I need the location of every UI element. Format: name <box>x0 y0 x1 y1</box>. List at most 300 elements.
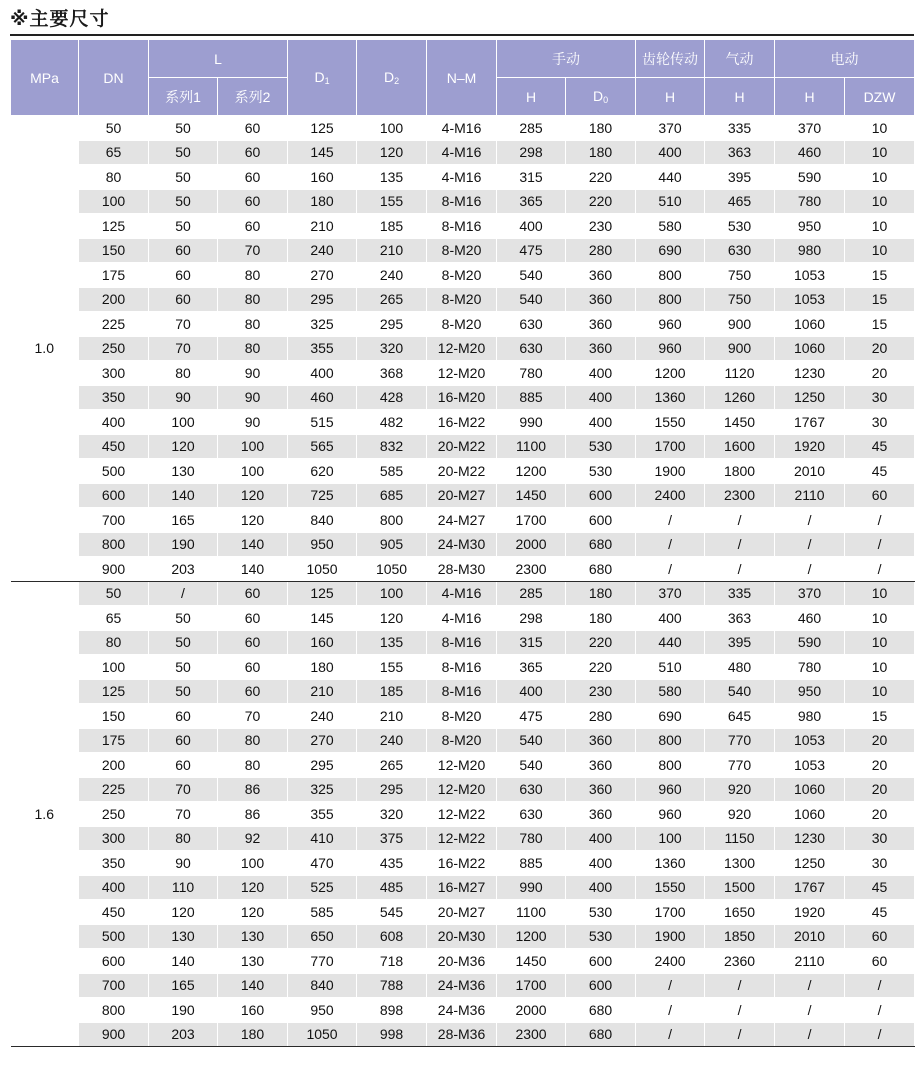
table-cell: 780 <box>497 826 566 851</box>
table-row <box>11 483 915 508</box>
table-cell: 645 <box>705 704 775 729</box>
table-cell: 10 <box>845 189 915 214</box>
table-cell: 10 <box>845 116 915 141</box>
table-cell: 320 <box>357 336 427 361</box>
table-cell: 482 <box>357 410 427 435</box>
table-cell: 280 <box>566 704 636 729</box>
table-cell: 1767 <box>775 410 845 435</box>
table-cell: 300 <box>79 361 149 386</box>
table-row <box>11 116 915 141</box>
header-l-series1: 系列1 <box>149 78 218 116</box>
table-cell: 2000 <box>497 532 566 557</box>
table-row <box>11 508 915 533</box>
table-cell: 540 <box>497 263 566 288</box>
header-l: L <box>149 40 288 78</box>
table-cell: 50 <box>79 116 149 141</box>
table-row <box>11 753 915 778</box>
table-cell: 16-M20 <box>427 385 497 410</box>
table-cell: 8-M20 <box>427 728 497 753</box>
table-cell: 1100 <box>497 900 566 925</box>
table-cell: 120 <box>149 434 218 459</box>
table-cell: 80 <box>218 287 288 312</box>
table-cell: 950 <box>288 998 357 1023</box>
table-cell: 80 <box>149 361 218 386</box>
table-cell: 110 <box>149 875 218 900</box>
table-cell: 60 <box>218 679 288 704</box>
table-cell: 295 <box>288 287 357 312</box>
table-cell: 175 <box>79 728 149 753</box>
table-row <box>11 214 915 239</box>
table-cell: 90 <box>149 385 218 410</box>
table-cell: 770 <box>288 949 357 974</box>
table-cell: 140 <box>218 557 288 582</box>
table-cell: 50 <box>149 140 218 165</box>
table-cell: 360 <box>566 263 636 288</box>
table-row <box>11 900 915 925</box>
table-cell: 1230 <box>775 361 845 386</box>
table-cell: 4-M16 <box>427 116 497 141</box>
table-cell: 2010 <box>775 924 845 949</box>
table-cell: 20-M27 <box>427 483 497 508</box>
table-cell: 580 <box>636 679 705 704</box>
table-cell: 120 <box>218 508 288 533</box>
header-electric-dzw: DZW <box>845 78 915 116</box>
header-mpa: MPa <box>11 40 79 116</box>
table-cell: 120 <box>218 875 288 900</box>
table-cell: 800 <box>636 753 705 778</box>
table-cell: 203 <box>149 1022 218 1047</box>
table-cell: 12-M22 <box>427 826 497 851</box>
table-body <box>11 116 915 1047</box>
table-row <box>11 777 915 802</box>
table-cell: 24-M27 <box>427 508 497 533</box>
table-cell: 465 <box>705 189 775 214</box>
table-cell: 750 <box>705 287 775 312</box>
table-cell: 10 <box>845 606 915 631</box>
table-cell: 20 <box>845 728 915 753</box>
table-row <box>11 851 915 876</box>
table-cell: 160 <box>288 165 357 190</box>
table-cell: 355 <box>288 802 357 827</box>
table-cell: 265 <box>357 753 427 778</box>
table-row <box>11 557 915 582</box>
table-cell: 140 <box>149 483 218 508</box>
table-cell: 24-M36 <box>427 998 497 1023</box>
table-cell: 360 <box>566 728 636 753</box>
table-cell: 220 <box>566 655 636 680</box>
table-cell: 1060 <box>775 312 845 337</box>
table-cell: 45 <box>845 459 915 484</box>
table-cell: 10 <box>845 140 915 165</box>
table-cell: 220 <box>566 189 636 214</box>
header-manual-d0-sub: 0 <box>603 95 609 105</box>
table-cell: 375 <box>357 826 427 851</box>
table-cell: 100 <box>357 116 427 141</box>
table-cell: 135 <box>357 165 427 190</box>
table-cell: 8-M20 <box>427 312 497 337</box>
table-cell: 320 <box>357 802 427 827</box>
table-cell: 45 <box>845 875 915 900</box>
table-cell: 700 <box>79 973 149 998</box>
table-cell: 60 <box>149 287 218 312</box>
table-cell: 1100 <box>497 434 566 459</box>
table-cell: 265 <box>357 287 427 312</box>
table-cell: 620 <box>288 459 357 484</box>
table-cell: 30 <box>845 385 915 410</box>
table-cell: 20-M30 <box>427 924 497 949</box>
table-cell: 315 <box>497 165 566 190</box>
table-cell: 630 <box>497 777 566 802</box>
header-gear: 齿轮传动 <box>636 40 705 78</box>
header-d2-main: D <box>383 69 395 85</box>
table-cell: 8-M16 <box>427 655 497 680</box>
table-cell: 800 <box>357 508 427 533</box>
table-cell: 400 <box>79 410 149 435</box>
table-cell: 360 <box>566 753 636 778</box>
table-cell: 4-M16 <box>427 606 497 631</box>
table-cell: 45 <box>845 900 915 925</box>
table-cell: 4-M16 <box>427 140 497 165</box>
table-cell: 120 <box>357 140 427 165</box>
table-cell: 12-M20 <box>427 753 497 778</box>
table-row <box>11 581 915 606</box>
table-cell: 60 <box>218 606 288 631</box>
table-cell: 400 <box>79 875 149 900</box>
table-cell: 608 <box>357 924 427 949</box>
table-cell: 220 <box>566 630 636 655</box>
table-cell: 400 <box>566 826 636 851</box>
table-cell: 45 <box>845 434 915 459</box>
table-cell: 395 <box>705 630 775 655</box>
table-cell: / <box>775 508 845 533</box>
table-cell: 530 <box>566 434 636 459</box>
table-cell: 1600 <box>705 434 775 459</box>
table-row <box>11 312 915 337</box>
table-cell: 150 <box>79 704 149 729</box>
table-cell: 210 <box>357 238 427 263</box>
table-cell: 10 <box>845 581 915 606</box>
table-cell: 60 <box>218 655 288 680</box>
table-cell: 1200 <box>636 361 705 386</box>
table-cell: 1060 <box>775 336 845 361</box>
table-cell: 630 <box>497 312 566 337</box>
table-cell: 210 <box>288 214 357 239</box>
table-cell: 1053 <box>775 728 845 753</box>
table-cell: 440 <box>636 165 705 190</box>
table-cell: 1053 <box>775 263 845 288</box>
table-cell: 840 <box>288 508 357 533</box>
table-cell: 180 <box>566 116 636 141</box>
table-cell: 60 <box>149 263 218 288</box>
table-cell: 400 <box>566 385 636 410</box>
table-cell: 90 <box>218 385 288 410</box>
table-cell: 2300 <box>497 1022 566 1047</box>
table-cell: 1700 <box>497 973 566 998</box>
table-cell: 155 <box>357 655 427 680</box>
table-row <box>11 973 915 998</box>
table-cell: 1360 <box>636 851 705 876</box>
table-row <box>11 434 915 459</box>
header-manual-d0 <box>566 78 636 116</box>
table-cell: 510 <box>636 655 705 680</box>
table-cell: 315 <box>497 630 566 655</box>
table-cell: 360 <box>566 312 636 337</box>
table-cell: 4-M16 <box>427 581 497 606</box>
table-cell: 50 <box>149 655 218 680</box>
table-cell: 60 <box>218 140 288 165</box>
table-cell: 140 <box>218 973 288 998</box>
table-cell: 600 <box>566 483 636 508</box>
table-cell: / <box>636 973 705 998</box>
table-cell: 210 <box>357 704 427 729</box>
table-cell: 60 <box>149 238 218 263</box>
table-cell: 50 <box>149 189 218 214</box>
table-cell: 470 <box>288 851 357 876</box>
table-cell: 1800 <box>705 459 775 484</box>
table-cell: 1300 <box>705 851 775 876</box>
table-cell: 680 <box>566 998 636 1023</box>
table-cell: 585 <box>288 900 357 925</box>
table-cell: 8-M20 <box>427 238 497 263</box>
table-cell: 980 <box>775 238 845 263</box>
page-title: ※主要尺寸 <box>10 8 110 30</box>
table-cell: 1200 <box>497 924 566 949</box>
table-cell: 230 <box>566 214 636 239</box>
table-cell: 1550 <box>636 410 705 435</box>
table-cell: 718 <box>357 949 427 974</box>
table-cell: 80 <box>79 165 149 190</box>
table-cell: 680 <box>566 557 636 582</box>
table-cell: 630 <box>497 802 566 827</box>
table-row <box>11 826 915 851</box>
header-d2 <box>357 40 427 116</box>
table-row <box>11 606 915 631</box>
table-cell: 2110 <box>775 949 845 974</box>
table-cell: 460 <box>775 140 845 165</box>
table-cell: 70 <box>149 336 218 361</box>
table-cell: 10 <box>845 679 915 704</box>
table-cell: 80 <box>149 826 218 851</box>
table-cell: 440 <box>636 630 705 655</box>
table-cell: / <box>775 1022 845 1047</box>
table-cell: 70 <box>218 238 288 263</box>
table-cell: 1650 <box>705 900 775 925</box>
table-cell: 270 <box>288 263 357 288</box>
table-cell: 990 <box>497 875 566 900</box>
table-cell: 435 <box>357 851 427 876</box>
table-cell: 4-M16 <box>427 165 497 190</box>
table-cell: 15 <box>845 312 915 337</box>
table-cell: 885 <box>497 851 566 876</box>
table-cell: 80 <box>79 630 149 655</box>
table-cell: 510 <box>636 189 705 214</box>
table-cell: 60 <box>845 483 915 508</box>
table-cell: 12-M22 <box>427 802 497 827</box>
table-cell: 140 <box>149 949 218 974</box>
table-cell: 8-M20 <box>427 287 497 312</box>
table-cell: / <box>845 532 915 557</box>
table-cell: 100 <box>149 410 218 435</box>
table-cell: 20 <box>845 361 915 386</box>
table-cell: 298 <box>497 140 566 165</box>
table-cell: 460 <box>775 606 845 631</box>
table-cell: 24-M36 <box>427 973 497 998</box>
table-cell: 180 <box>218 1022 288 1047</box>
table-cell: 8-M16 <box>427 679 497 704</box>
table-cell: 600 <box>79 949 149 974</box>
table-cell: 690 <box>636 704 705 729</box>
table-cell: 2000 <box>497 998 566 1023</box>
table-cell: 135 <box>357 630 427 655</box>
table-cell: 368 <box>357 361 427 386</box>
table-cell: 150 <box>79 238 149 263</box>
table-cell: 125 <box>288 116 357 141</box>
table-cell: / <box>705 973 775 998</box>
table-cell: 360 <box>566 777 636 802</box>
table-cell: 1050 <box>288 1022 357 1047</box>
table-cell: 950 <box>775 214 845 239</box>
table-cell: 65 <box>79 606 149 631</box>
table-row <box>11 336 915 361</box>
table-cell: 898 <box>357 998 427 1023</box>
table-cell: 60 <box>218 214 288 239</box>
table-cell: / <box>845 998 915 1023</box>
table-cell: 485 <box>357 875 427 900</box>
table-cell: 16-M27 <box>427 875 497 900</box>
table-cell: 1060 <box>775 802 845 827</box>
table-cell: 840 <box>288 973 357 998</box>
table-cell: 400 <box>636 606 705 631</box>
table-cell: 998 <box>357 1022 427 1047</box>
table-cell: 1053 <box>775 287 845 312</box>
table-cell: 130 <box>218 924 288 949</box>
table-cell: 585 <box>357 459 427 484</box>
table-cell: 50 <box>79 581 149 606</box>
table-cell: 590 <box>775 165 845 190</box>
table-cell: 70 <box>149 777 218 802</box>
table-cell: 160 <box>218 998 288 1023</box>
table-cell: 145 <box>288 606 357 631</box>
table-cell: 1700 <box>636 900 705 925</box>
table-cell: 160 <box>288 630 357 655</box>
table-cell: 590 <box>775 630 845 655</box>
table-cell: 2110 <box>775 483 845 508</box>
table-cell: 530 <box>705 214 775 239</box>
table-row <box>11 238 915 263</box>
table-cell: / <box>636 508 705 533</box>
table-cell: 1767 <box>775 875 845 900</box>
table-row <box>11 410 915 435</box>
table-row <box>11 949 915 974</box>
header-d1 <box>288 40 357 116</box>
table-cell: 600 <box>566 949 636 974</box>
table-cell: 70 <box>149 312 218 337</box>
table-cell: 80 <box>218 312 288 337</box>
table-cell: 325 <box>288 312 357 337</box>
table-cell: / <box>636 532 705 557</box>
table-cell: 240 <box>357 263 427 288</box>
table-cell: 950 <box>775 679 845 704</box>
table-cell: 690 <box>636 238 705 263</box>
table-row <box>11 728 915 753</box>
table-cell: 50 <box>149 606 218 631</box>
table-cell: 630 <box>705 238 775 263</box>
table-cell: 1150 <box>705 826 775 851</box>
table-cell: 1050 <box>288 557 357 582</box>
table-cell: 800 <box>636 263 705 288</box>
table-cell: 540 <box>497 728 566 753</box>
table-cell: 70 <box>218 704 288 729</box>
table-cell: 15 <box>845 704 915 729</box>
table-cell: 125 <box>79 214 149 239</box>
table-cell: 50 <box>149 679 218 704</box>
table-cell: 20 <box>845 753 915 778</box>
table-cell: 100 <box>636 826 705 851</box>
table-cell: 500 <box>79 459 149 484</box>
table-cell: 280 <box>566 238 636 263</box>
table-cell: 1500 <box>705 875 775 900</box>
table-cell: 630 <box>497 336 566 361</box>
table-cell: 10 <box>845 655 915 680</box>
table-cell: 60 <box>149 704 218 729</box>
table-cell: 1230 <box>775 826 845 851</box>
table-cell: 540 <box>497 287 566 312</box>
table-cell: 270 <box>288 728 357 753</box>
table-cell: 920 <box>705 802 775 827</box>
table-cell: 2400 <box>636 949 705 974</box>
table-cell: 1450 <box>497 483 566 508</box>
table-cell: 20 <box>845 777 915 802</box>
table-cell: 900 <box>705 336 775 361</box>
table-cell: 225 <box>79 312 149 337</box>
header-manual: 手动 <box>497 40 636 78</box>
table-cell: 2300 <box>705 483 775 508</box>
table-cell: 530 <box>566 459 636 484</box>
table-cell: 16-M22 <box>427 851 497 876</box>
table-cell: 905 <box>357 532 427 557</box>
table-cell: 545 <box>357 900 427 925</box>
table-cell: 428 <box>357 385 427 410</box>
table-cell: 565 <box>288 434 357 459</box>
table-cell: 400 <box>566 851 636 876</box>
table-cell: 240 <box>288 238 357 263</box>
table-cell: 30 <box>845 826 915 851</box>
table-cell: 960 <box>636 312 705 337</box>
table-cell: 725 <box>288 483 357 508</box>
table-row <box>11 140 915 165</box>
table-cell: 350 <box>79 851 149 876</box>
table-cell: 190 <box>149 532 218 557</box>
table-cell: 12-M20 <box>427 777 497 802</box>
table-row <box>11 263 915 288</box>
table-cell: 90 <box>218 410 288 435</box>
table-cell: 145 <box>288 140 357 165</box>
table-cell: 780 <box>775 655 845 680</box>
table-cell: / <box>775 532 845 557</box>
table-cell: 780 <box>775 189 845 214</box>
table-cell: 370 <box>775 581 845 606</box>
table-cell: 24-M30 <box>427 532 497 557</box>
table-cell: 460 <box>288 385 357 410</box>
table-cell: 20 <box>845 336 915 361</box>
table-cell: 1920 <box>775 900 845 925</box>
header-gear-h: H <box>636 78 705 116</box>
table-cell: 100 <box>218 459 288 484</box>
mpa-cell: 1.6 <box>11 581 79 1047</box>
header-manual-h: H <box>497 78 566 116</box>
table-cell: 8-M20 <box>427 704 497 729</box>
table-cell: 100 <box>218 851 288 876</box>
